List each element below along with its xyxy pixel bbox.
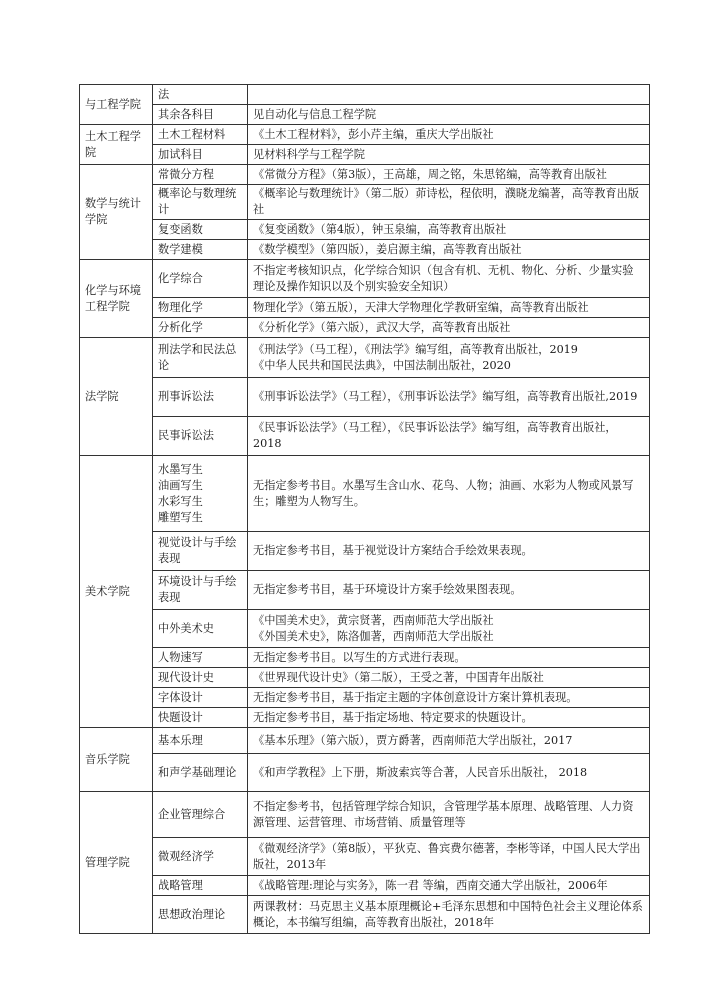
subject-cell: 快题设计 [153,708,248,728]
reference-cell: 不指定参考书，包括管理学综合知识，含管理学基本原理、战略管理、人力资源管理、运营管理、市场营销、质量管理等 [248,792,650,838]
reference-cell: 两课教材：马克思主义基本原理概论+毛泽东思想和中国特色社会主义理论体系概论，本书编写组编，高等教育出版社，2018年 [248,896,650,934]
table-row [80,532,650,571]
subject-cell: 加试科目 [153,145,248,165]
reference-cell: 无指定参考书目。水墨写生含山水、花鸟、人物；油画、水彩为人物或风景写生；雕塑为人物写生。 [248,456,650,532]
reference-line: 《刑法学》（马工程），《刑法学》编写组，高等教育出版社，2019 [253,342,578,356]
subject-cell: 刑事诉讼法 [153,378,248,417]
reference-cell: 《复变函数》（第4版），钟玉泉编，高等教育出版社 [248,220,650,240]
subject-cell: 其余各科目 [153,105,248,125]
subject-cell [153,456,248,532]
reference-cell [248,85,650,105]
table-row [80,417,650,456]
subject-cell: 微观经济学 [153,838,248,876]
subject-cell: 视觉设计与手绘表现 [153,532,248,571]
reference-cell: 无指定参考书目，基于指定场地、特定要求的快题设计。 [248,708,650,728]
table-row [80,792,650,838]
reference-line: 《外国美术史》，陈洛伽著，西南师范大学出版社 [253,629,494,643]
table-row [80,648,650,668]
college-cell: 管理学院 [80,792,153,934]
table-row [80,185,650,220]
table-row [80,105,650,125]
subject-cell: 企业管理综合 [153,792,248,838]
subject-cell: 和声学基础理论 [153,754,248,792]
college-cell: 数学与统计学院 [80,165,153,260]
subject-cell: 中外美术史 [153,610,248,648]
table-row [80,378,650,417]
college-cell: 化学与环境工程学院 [80,260,153,338]
subject-cell: 基本乐理 [153,728,248,754]
subject-cell: 土木工程材料 [153,125,248,145]
table-row [80,668,650,688]
reference-cell: 《分析化学》（第六版），武汉大学，高等教育出版社 [248,318,650,338]
table-row [80,688,650,708]
subject-cell: 物理化学 [153,298,248,318]
reference-cell: 《世界现代设计史》（第二版），王受之著，中国青年出版社 [248,668,650,688]
college-cell: 法学院 [80,338,153,456]
table-row [80,298,650,318]
reference-cell [248,338,650,378]
reference-cell: 见自动化与信息工程学院 [248,105,650,125]
reference-cell: 《刑事诉讼法学》（马工程），《刑事诉讼法学》编写组，高等教育出版社,2019 [248,378,650,417]
subject-line: 水彩写生 [158,494,203,508]
college-cell: 与工程学院 [80,85,153,125]
reference-line: 《中华人民共和国民法典》，中国法制出版社，2020 [253,358,511,372]
subject-cell: 刑法学和民法总论 [153,338,248,378]
reference-cell: 《战略管理:理论与实务》，陈一君 等编，西南交通大学出版社，2006年 [248,876,650,896]
reference-cell [248,610,650,648]
subject-cell: 字体设计 [153,688,248,708]
subject-cell: 战略管理 [153,876,248,896]
reference-cell: 无指定参考书目，基于环境设计方案手绘效果图表现。 [248,571,650,610]
reference-cell: 《微观经济学》（第8版），平狄克、鲁宾费尔德著，李彬等译，中国人民大学出版社，2013年 [248,838,650,876]
subject-cell: 法 [153,85,248,105]
table-row [80,220,650,240]
table-row [80,610,650,648]
subject-cell: 思想政治理论 [153,896,248,934]
subject-line: 水墨写生 [158,462,203,476]
subject-cell: 民事诉讼法 [153,417,248,456]
reference-cell: 物理化学》（第五版），天津大学物理化学教研室编，高等教育出版社 [248,298,650,318]
table-row [80,456,650,532]
reference-cell: 见材料科学与工程学院 [248,145,650,165]
reference-cell: 无指定参考书目，基于视觉设计方案结合手绘效果表现。 [248,532,650,571]
subject-cell: 人物速写 [153,648,248,668]
table-row [80,125,650,145]
college-cell: 土木工程学院 [80,125,153,165]
subject-cell: 数学建模 [153,240,248,260]
table-row [80,876,650,896]
table-row [80,896,650,934]
subject-cell: 常微分方程 [153,165,248,185]
reference-cell: 《基本乐理》（第六版），贾方爵著，西南师范大学出版社，2017 [248,728,650,754]
table-row [80,571,650,610]
reference-cell: 《常微分方程》（第3版），王高雄，周之铭，朱思铭编，高等教育出版社 [248,165,650,185]
reference-cell: 无指定参考书目，基于指定主题的字体创意设计方案计算机表现。 [248,688,650,708]
table-row [80,145,650,165]
table-row [80,165,650,185]
reference-cell: 《概率论与数理统计》（第二版）茆诗松，程依明，濮晓龙编著，高等教育出版社 [248,185,650,220]
subject-cell: 分析化学 [153,318,248,338]
table-row [80,85,650,105]
reference-cell: 无指定参考书目。以写生的方式进行表现。 [248,648,650,668]
table-row [80,318,650,338]
table-row [80,708,650,728]
subject-cell: 化学综合 [153,260,248,298]
table-row [80,260,650,298]
subject-line: 油画写生 [158,478,203,492]
subject-line: 雕塑写生 [158,510,203,524]
subject-cell: 环境设计与手绘表现 [153,571,248,610]
reference-line: 《中国美术史》，黄宗贤著，西南师范大学出版社 [253,613,494,627]
reference-cell: 《数学模型》（第四版），姜启源主编，高等教育出版社 [248,240,650,260]
college-cell: 音乐学院 [80,728,153,792]
reference-cell: 《土木工程材料》，彭小芹主编，重庆大学出版社 [248,125,650,145]
subject-cell: 概率论与数理统计 [153,185,248,220]
subject-cell: 现代设计史 [153,668,248,688]
reference-cell: 《和声学教程》上下册，斯波索宾等合著，人民音乐出版社， 2018 [248,754,650,792]
reference-book-table [79,84,650,934]
table-row [80,838,650,876]
college-cell: 美术学院 [80,456,153,728]
table-row [80,728,650,754]
subject-cell: 复变函数 [153,220,248,240]
table-row [80,240,650,260]
table-row [80,754,650,792]
reference-cell: 《民事诉讼法学》（马工程），《民事诉讼法学》编写组，高等教育出版社，2018 [248,417,650,456]
table-row [80,338,650,378]
reference-cell: 不指定考核知识点，化学综合知识（包含有机、无机、物化、分析、少量实验理论及操作知识以及个别实验安全知识） [248,260,650,298]
